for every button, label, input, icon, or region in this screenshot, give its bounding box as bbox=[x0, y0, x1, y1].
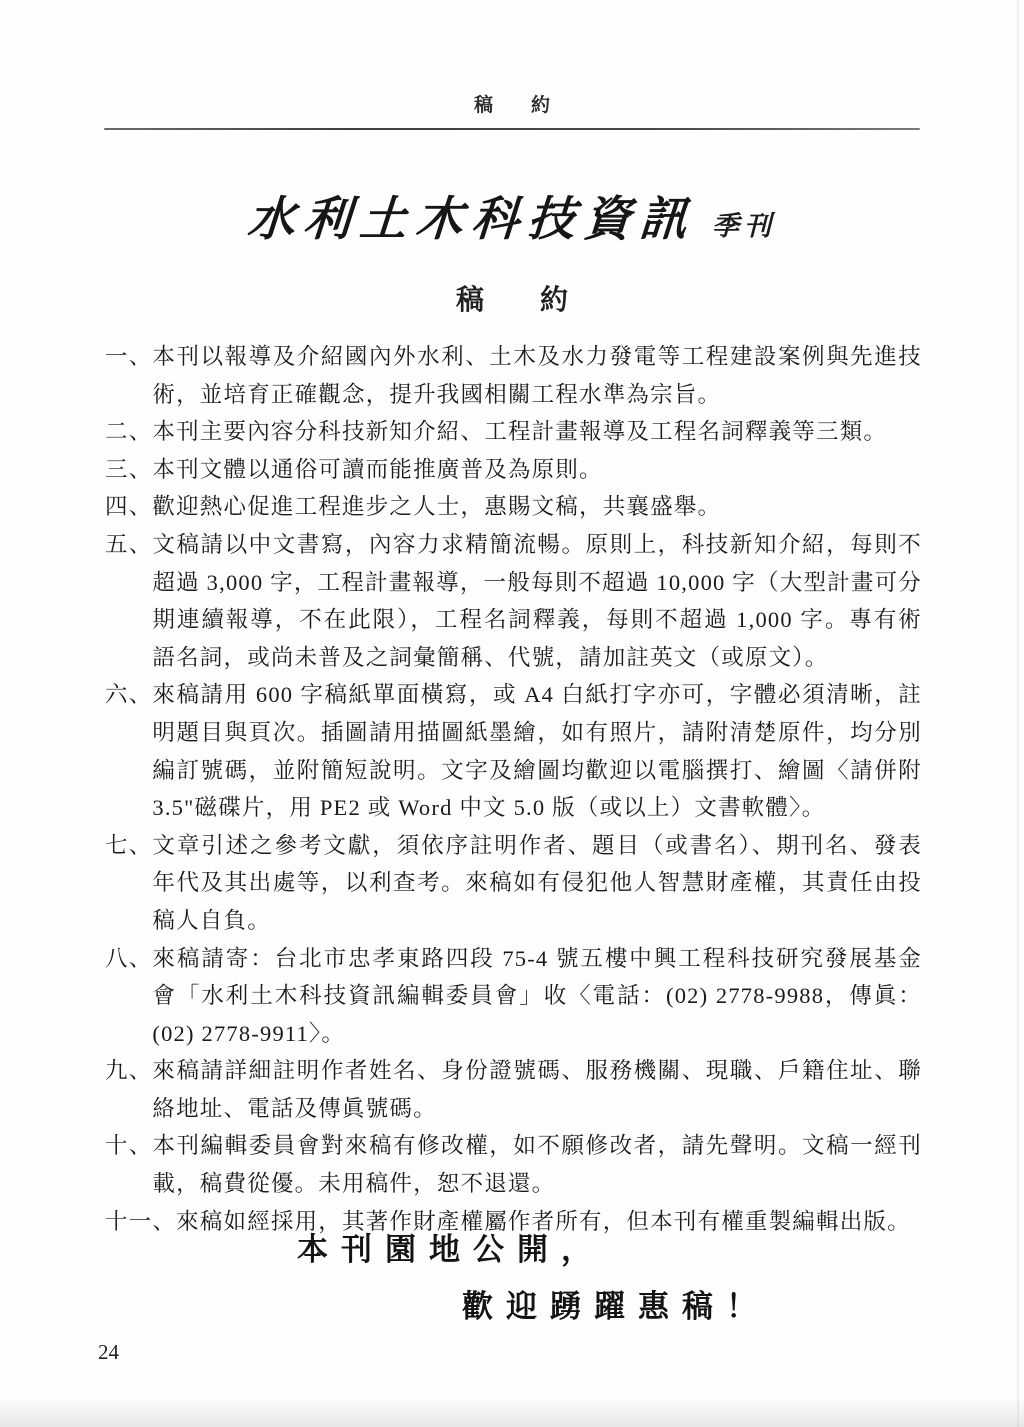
guideline-item-2 bbox=[105, 413, 922, 451]
item-number: 二、 bbox=[105, 419, 153, 445]
item-number: 九、 bbox=[105, 1058, 153, 1084]
journal-subtitle: 季刊 bbox=[712, 211, 776, 241]
item-number: 八、 bbox=[105, 945, 153, 971]
guideline-item-7 bbox=[105, 827, 922, 940]
item-number: 三、 bbox=[105, 456, 153, 482]
guideline-item-1 bbox=[105, 338, 922, 413]
guideline-item-10 bbox=[105, 1127, 922, 1202]
slogan-line-2: 歡迎踴躍惠稿！ bbox=[462, 1289, 770, 1324]
section-title: 稿 約 bbox=[455, 285, 568, 316]
item-number: 一、 bbox=[105, 344, 153, 369]
running-header: 稿 約 bbox=[473, 95, 550, 116]
guideline-item-5 bbox=[105, 526, 922, 676]
item-text: 本刊編輯委員會對來稿有修改權，如不願修改者，請先聲明。文稿一經刊載，稿費從優。未用稿件，恕不退還。 bbox=[152, 1133, 922, 1197]
item-text: 文稿請以中文書寫，內容力求精簡流暢。原則上，科技新知介紹，每則不超過 3,000 字，工程計畫報導，一般每則不超過 10,000 字（大型計畫可分期連續報導，不在此限），工程名詞釋義，每則不超過 1,000 字。專有術語名詞，或尚未普及之詞彙簡稱、代號，請加註英文（或原文）。 bbox=[152, 531, 922, 670]
item-text: 本刊文體以通俗可讀而能推廣普及為原則。 bbox=[152, 456, 603, 482]
item-text: 來稿請詳細註明作者姓名、身份證號碼、服務機關、現職、戶籍住址、聯絡地址、電話及傳眞號碼。 bbox=[152, 1058, 922, 1121]
item-number: 五、 bbox=[105, 531, 153, 557]
item-number: 六、 bbox=[105, 682, 153, 708]
header-rule bbox=[104, 128, 920, 130]
item-text: 本刊主要內容分科技新知介紹、工程計畫報導及工程名詞釋義等三類。 bbox=[152, 419, 888, 445]
item-text: 文章引述之參考文獻，須依序註明作者、題目（或書名）、期刊名、發表年代及其出處等，以利查考。來稿如有侵犯他人智慧財產權，其責任由投稿人自負。 bbox=[152, 832, 922, 933]
scan-artifact-bottom bbox=[0, 1397, 1024, 1427]
item-text: 來稿請寄：台北市忠孝東路四段 75-4 號五樓中興工程科技研究發展基金會「水利土木科技資訊編輯委員會」收〈電話：(02) 2778-9988，傳眞：(02) 2778-9911〉。 bbox=[152, 945, 922, 1046]
guideline-item-3 bbox=[105, 451, 922, 489]
slogan-line-1: 本刊園地公開， bbox=[297, 1232, 605, 1267]
item-number: 七、 bbox=[105, 832, 153, 858]
guideline-item-8 bbox=[105, 940, 922, 1053]
guideline-item-6 bbox=[105, 676, 922, 826]
guideline-item-4 bbox=[105, 488, 922, 526]
guideline-item-9 bbox=[105, 1052, 922, 1127]
item-text: 歡迎熱心促進工程進步之人士，惠賜文稿，共襄盛舉。 bbox=[152, 494, 722, 520]
item-number: 四、 bbox=[105, 494, 153, 520]
item-text: 來稿如經採用，其著作財產權屬作者所有，但本刊有權重製編輯出版。 bbox=[176, 1208, 911, 1234]
masthead bbox=[0, 182, 1024, 249]
item-text: 來稿請用 600 字稿紙單面橫寫，或 A4 白紙打字亦可，字體必須清晰，註明題目與頁次。插圖請用描圖紙墨繪，如有照片，請附清楚原件，均分別編訂號碼，並附簡短說明。文字及繪圖均歡迎以電腦撰打、繪圖〈請併附 3.5"磁碟片，用 PE2 或 Word 中文 5.0 版（或以上）文書軟體〉。 bbox=[152, 682, 922, 821]
item-text: 本刊以報導及介紹國內外水利、土木及水力發電等工程建設案例與先進技術，並培育正確觀念，提升我國相關工程水準為宗旨。 bbox=[152, 344, 922, 407]
page-number: 24 bbox=[98, 1340, 119, 1364]
guidelines-list bbox=[105, 338, 922, 1240]
item-number: 十、 bbox=[105, 1133, 153, 1159]
item-number: 十一、 bbox=[105, 1208, 177, 1234]
journal-title: 水利土木科技資訊 bbox=[245, 194, 698, 246]
